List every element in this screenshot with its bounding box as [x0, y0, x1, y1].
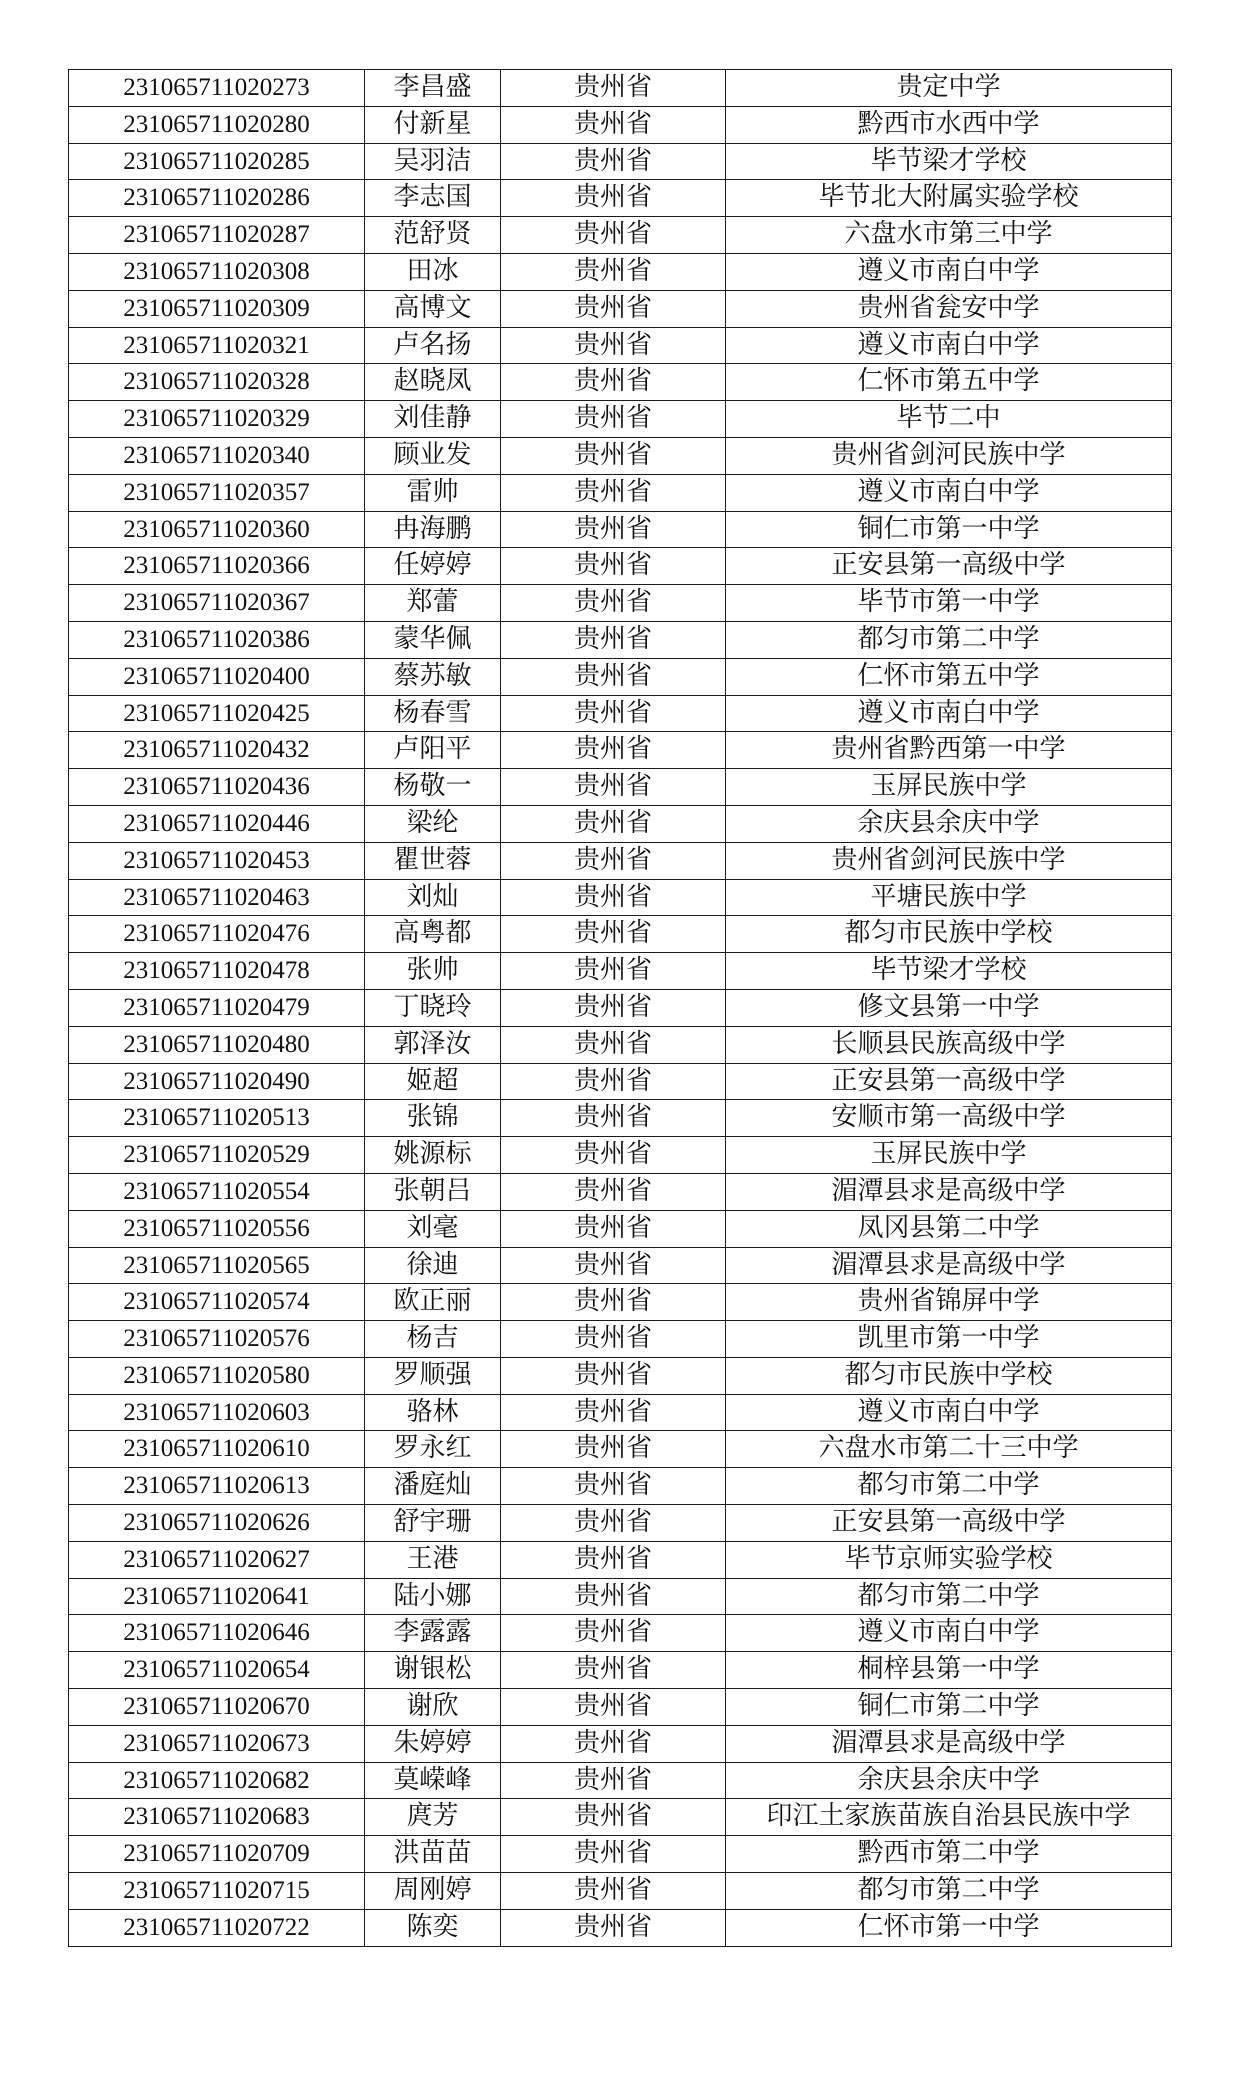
- table-row: [69, 1357, 1172, 1394]
- cell-school: 毕节京师实验学校: [726, 1541, 1172, 1578]
- cell-student-id: 231065711020280: [69, 106, 365, 143]
- cell-student-name: 张帅: [365, 953, 501, 990]
- cell-school: 安顺市第一高级中学: [726, 1100, 1172, 1137]
- cell-student-name: 冉海鹏: [365, 511, 501, 548]
- cell-student-id: 231065711020490: [69, 1063, 365, 1100]
- cell-student-name: 洪苗苗: [365, 1836, 501, 1873]
- cell-school: 余庆县余庆中学: [726, 805, 1172, 842]
- cell-student-name: 杨吉: [365, 1321, 501, 1358]
- cell-school: 遵义市南白中学: [726, 1394, 1172, 1431]
- cell-student-id: 231065711020432: [69, 732, 365, 769]
- cell-student-id: 231065711020556: [69, 1210, 365, 1247]
- cell-province: 贵州省: [501, 1137, 726, 1174]
- cell-school: 都匀市第二中学: [726, 621, 1172, 658]
- cell-student-name: 瞿世蓉: [365, 842, 501, 879]
- cell-province: 贵州省: [501, 1431, 726, 1468]
- cell-student-id: 231065711020565: [69, 1247, 365, 1284]
- table-row: [69, 585, 1172, 622]
- cell-school: 修文县第一中学: [726, 989, 1172, 1026]
- table-row: [69, 842, 1172, 879]
- cell-school: 遵义市南白中学: [726, 1615, 1172, 1652]
- cell-student-name: 庹芳: [365, 1799, 501, 1836]
- cell-student-id: 231065711020554: [69, 1173, 365, 1210]
- cell-province: 贵州省: [501, 1321, 726, 1358]
- cell-student-id: 231065711020709: [69, 1836, 365, 1873]
- table-row: [69, 1394, 1172, 1431]
- cell-student-name: 刘毫: [365, 1210, 501, 1247]
- cell-student-id: 231065711020613: [69, 1468, 365, 1505]
- cell-province: 贵州省: [501, 1063, 726, 1100]
- table-row: [69, 327, 1172, 364]
- cell-student-name: 潘庭灿: [365, 1468, 501, 1505]
- cell-school: 桐梓县第一中学: [726, 1652, 1172, 1689]
- cell-school: 湄潭县求是高级中学: [726, 1173, 1172, 1210]
- cell-school: 黔西市第二中学: [726, 1836, 1172, 1873]
- table-row: [69, 1321, 1172, 1358]
- table-row: [69, 953, 1172, 990]
- table-row: [69, 989, 1172, 1026]
- cell-school: 六盘水市第二十三中学: [726, 1431, 1172, 1468]
- cell-province: 贵州省: [501, 1762, 726, 1799]
- cell-student-id: 231065711020463: [69, 879, 365, 916]
- cell-student-name: 杨敬一: [365, 769, 501, 806]
- cell-school: 仁怀市第五中学: [726, 658, 1172, 695]
- cell-province: 贵州省: [501, 1873, 726, 1910]
- cell-school: 印江土家族苗族自治县民族中学: [726, 1799, 1172, 1836]
- cell-school: 贵州省瓮安中学: [726, 290, 1172, 327]
- table-row: [69, 1836, 1172, 1873]
- cell-province: 贵州省: [501, 879, 726, 916]
- cell-student-name: 莫嵘峰: [365, 1762, 501, 1799]
- cell-school: 贵州省剑河民族中学: [726, 842, 1172, 879]
- cell-province: 贵州省: [501, 1799, 726, 1836]
- cell-province: 贵州省: [501, 106, 726, 143]
- cell-student-name: 罗永红: [365, 1431, 501, 1468]
- cell-school: 黔西市水西中学: [726, 106, 1172, 143]
- table-row: [69, 364, 1172, 401]
- cell-student-id: 231065711020367: [69, 585, 365, 622]
- cell-province: 贵州省: [501, 842, 726, 879]
- cell-school: 都匀市第二中学: [726, 1578, 1172, 1615]
- cell-province: 贵州省: [501, 1210, 726, 1247]
- cell-student-id: 231065711020286: [69, 180, 365, 217]
- table-row: [69, 70, 1172, 107]
- cell-student-id: 231065711020722: [69, 1909, 365, 1946]
- cell-student-name: 蒙华佩: [365, 621, 501, 658]
- table-body: [69, 70, 1172, 1947]
- table-row: [69, 1689, 1172, 1726]
- cell-school: 贵州省锦屏中学: [726, 1284, 1172, 1321]
- table-row: [69, 1873, 1172, 1910]
- cell-student-name: 欧正丽: [365, 1284, 501, 1321]
- cell-student-name: 卢阳平: [365, 732, 501, 769]
- table-row: [69, 1468, 1172, 1505]
- cell-school: 正安县第一高级中学: [726, 1063, 1172, 1100]
- cell-student-id: 231065711020287: [69, 217, 365, 254]
- cell-province: 贵州省: [501, 1909, 726, 1946]
- cell-student-id: 231065711020670: [69, 1689, 365, 1726]
- table-row: [69, 180, 1172, 217]
- cell-school: 正安县第一高级中学: [726, 548, 1172, 585]
- cell-student-name: 徐迪: [365, 1247, 501, 1284]
- cell-school: 仁怀市第五中学: [726, 364, 1172, 401]
- cell-school: 湄潭县求是高级中学: [726, 1247, 1172, 1284]
- cell-school: 都匀市民族中学校: [726, 916, 1172, 953]
- cell-student-id: 231065711020329: [69, 401, 365, 438]
- cell-school: 铜仁市第一中学: [726, 511, 1172, 548]
- cell-province: 贵州省: [501, 401, 726, 438]
- cell-province: 贵州省: [501, 253, 726, 290]
- student-list-table: [68, 69, 1172, 1947]
- cell-student-id: 231065711020360: [69, 511, 365, 548]
- cell-province: 贵州省: [501, 585, 726, 622]
- cell-student-id: 231065711020366: [69, 548, 365, 585]
- cell-school: 贵州省黔西第一中学: [726, 732, 1172, 769]
- cell-student-name: 李志国: [365, 180, 501, 217]
- cell-student-name: 刘灿: [365, 879, 501, 916]
- cell-student-id: 231065711020400: [69, 658, 365, 695]
- cell-student-name: 刘佳静: [365, 401, 501, 438]
- cell-province: 贵州省: [501, 805, 726, 842]
- cell-student-id: 231065711020478: [69, 953, 365, 990]
- cell-student-name: 谢银松: [365, 1652, 501, 1689]
- cell-province: 贵州省: [501, 217, 726, 254]
- table-row: [69, 769, 1172, 806]
- cell-province: 贵州省: [501, 1615, 726, 1652]
- cell-province: 贵州省: [501, 437, 726, 474]
- cell-student-name: 谢欣: [365, 1689, 501, 1726]
- cell-school: 贵州省剑河民族中学: [726, 437, 1172, 474]
- cell-school: 玉屏民族中学: [726, 1137, 1172, 1174]
- cell-school: 铜仁市第二中学: [726, 1689, 1172, 1726]
- cell-province: 贵州省: [501, 621, 726, 658]
- cell-province: 贵州省: [501, 511, 726, 548]
- table-row: [69, 621, 1172, 658]
- table-row: [69, 511, 1172, 548]
- cell-student-id: 231065711020529: [69, 1137, 365, 1174]
- cell-province: 贵州省: [501, 474, 726, 511]
- table-row: [69, 805, 1172, 842]
- cell-province: 贵州省: [501, 143, 726, 180]
- cell-student-name: 李露露: [365, 1615, 501, 1652]
- cell-school: 都匀市民族中学校: [726, 1357, 1172, 1394]
- cell-province: 贵州省: [501, 1541, 726, 1578]
- cell-province: 贵州省: [501, 658, 726, 695]
- cell-student-id: 231065711020309: [69, 290, 365, 327]
- cell-province: 贵州省: [501, 1100, 726, 1137]
- cell-school: 都匀市第二中学: [726, 1873, 1172, 1910]
- cell-student-name: 郑蕾: [365, 585, 501, 622]
- cell-province: 贵州省: [501, 1836, 726, 1873]
- table-row: [69, 1026, 1172, 1063]
- table-row: [69, 1578, 1172, 1615]
- cell-student-id: 231065711020603: [69, 1394, 365, 1431]
- cell-student-name: 杨春雪: [365, 695, 501, 732]
- cell-student-name: 张朝吕: [365, 1173, 501, 1210]
- cell-student-id: 231065711020308: [69, 253, 365, 290]
- cell-school: 贵定中学: [726, 70, 1172, 107]
- cell-student-id: 231065711020626: [69, 1505, 365, 1542]
- cell-province: 贵州省: [501, 732, 726, 769]
- cell-student-name: 李昌盛: [365, 70, 501, 107]
- cell-student-name: 骆林: [365, 1394, 501, 1431]
- cell-student-name: 罗顺强: [365, 1357, 501, 1394]
- cell-student-name: 丁晓玲: [365, 989, 501, 1026]
- cell-province: 贵州省: [501, 180, 726, 217]
- cell-student-name: 姬超: [365, 1063, 501, 1100]
- cell-school: 湄潭县求是高级中学: [726, 1725, 1172, 1762]
- cell-student-name: 朱婷婷: [365, 1725, 501, 1762]
- cell-student-id: 231065711020646: [69, 1615, 365, 1652]
- table-row: [69, 217, 1172, 254]
- cell-student-name: 姚源标: [365, 1137, 501, 1174]
- cell-student-name: 高粤都: [365, 916, 501, 953]
- cell-student-name: 顾业发: [365, 437, 501, 474]
- table-row: [69, 732, 1172, 769]
- cell-student-id: 231065711020453: [69, 842, 365, 879]
- cell-student-name: 舒宇珊: [365, 1505, 501, 1542]
- cell-student-id: 231065711020436: [69, 769, 365, 806]
- cell-student-id: 231065711020480: [69, 1026, 365, 1063]
- cell-province: 贵州省: [501, 1689, 726, 1726]
- cell-province: 贵州省: [501, 953, 726, 990]
- cell-province: 贵州省: [501, 548, 726, 585]
- cell-province: 贵州省: [501, 1284, 726, 1321]
- table-row: [69, 253, 1172, 290]
- table-row: [69, 1137, 1172, 1174]
- cell-student-name: 蔡苏敏: [365, 658, 501, 695]
- cell-student-id: 231065711020627: [69, 1541, 365, 1578]
- table-row: [69, 1284, 1172, 1321]
- cell-student-name: 范舒贤: [365, 217, 501, 254]
- cell-student-id: 231065711020715: [69, 1873, 365, 1910]
- cell-school: 凯里市第一中学: [726, 1321, 1172, 1358]
- cell-province: 贵州省: [501, 1468, 726, 1505]
- cell-school: 毕节梁才学校: [726, 143, 1172, 180]
- cell-school: 玉屏民族中学: [726, 769, 1172, 806]
- cell-student-id: 231065711020476: [69, 916, 365, 953]
- cell-student-name: 王港: [365, 1541, 501, 1578]
- table-row: [69, 474, 1172, 511]
- cell-school: 毕节市第一中学: [726, 585, 1172, 622]
- cell-school: 凤冈县第二中学: [726, 1210, 1172, 1247]
- table-row: [69, 1909, 1172, 1946]
- cell-school: 都匀市第二中学: [726, 1468, 1172, 1505]
- cell-student-id: 231065711020386: [69, 621, 365, 658]
- table-row: [69, 1173, 1172, 1210]
- cell-student-id: 231065711020425: [69, 695, 365, 732]
- table-row: [69, 548, 1172, 585]
- table-row: [69, 290, 1172, 327]
- table-row: [69, 1247, 1172, 1284]
- cell-student-name: 雷帅: [365, 474, 501, 511]
- cell-student-id: 231065711020682: [69, 1762, 365, 1799]
- cell-province: 贵州省: [501, 290, 726, 327]
- table-row: [69, 695, 1172, 732]
- cell-province: 贵州省: [501, 916, 726, 953]
- table-row: [69, 1725, 1172, 1762]
- table-row: [69, 1210, 1172, 1247]
- cell-province: 贵州省: [501, 70, 726, 107]
- cell-province: 贵州省: [501, 1026, 726, 1063]
- table-row: [69, 879, 1172, 916]
- cell-student-id: 231065711020654: [69, 1652, 365, 1689]
- cell-student-id: 231065711020576: [69, 1321, 365, 1358]
- cell-province: 贵州省: [501, 1505, 726, 1542]
- table-row: [69, 1431, 1172, 1468]
- cell-student-id: 231065711020683: [69, 1799, 365, 1836]
- cell-province: 贵州省: [501, 364, 726, 401]
- cell-school: 长顺县民族高级中学: [726, 1026, 1172, 1063]
- cell-student-name: 卢名扬: [365, 327, 501, 364]
- cell-student-id: 231065711020479: [69, 989, 365, 1026]
- table-row: [69, 106, 1172, 143]
- cell-province: 贵州省: [501, 1357, 726, 1394]
- cell-student-id: 231065711020328: [69, 364, 365, 401]
- table-row: [69, 1762, 1172, 1799]
- cell-student-name: 付新星: [365, 106, 501, 143]
- table-row: [69, 143, 1172, 180]
- cell-student-id: 231065711020446: [69, 805, 365, 842]
- cell-province: 贵州省: [501, 1247, 726, 1284]
- cell-school: 遵义市南白中学: [726, 253, 1172, 290]
- table-row: [69, 401, 1172, 438]
- cell-student-id: 231065711020321: [69, 327, 365, 364]
- cell-province: 贵州省: [501, 769, 726, 806]
- cell-school: 余庆县余庆中学: [726, 1762, 1172, 1799]
- cell-school: 遵义市南白中学: [726, 474, 1172, 511]
- cell-student-id: 231065711020513: [69, 1100, 365, 1137]
- cell-province: 贵州省: [501, 1173, 726, 1210]
- cell-student-name: 梁纶: [365, 805, 501, 842]
- cell-school: 毕节北大附属实验学校: [726, 180, 1172, 217]
- cell-school: 毕节梁才学校: [726, 953, 1172, 990]
- table-row: [69, 1505, 1172, 1542]
- table-row: [69, 437, 1172, 474]
- cell-school: 六盘水市第三中学: [726, 217, 1172, 254]
- cell-student-name: 陈奕: [365, 1909, 501, 1946]
- cell-student-name: 田冰: [365, 253, 501, 290]
- cell-student-name: 吴羽洁: [365, 143, 501, 180]
- cell-province: 贵州省: [501, 1725, 726, 1762]
- cell-province: 贵州省: [501, 989, 726, 1026]
- cell-student-name: 赵晓凤: [365, 364, 501, 401]
- cell-student-id: 231065711020580: [69, 1357, 365, 1394]
- cell-province: 贵州省: [501, 1394, 726, 1431]
- cell-student-id: 231065711020610: [69, 1431, 365, 1468]
- cell-province: 贵州省: [501, 1652, 726, 1689]
- cell-province: 贵州省: [501, 695, 726, 732]
- cell-student-name: 周刚婷: [365, 1873, 501, 1910]
- cell-province: 贵州省: [501, 1578, 726, 1615]
- cell-school: 平塘民族中学: [726, 879, 1172, 916]
- cell-student-id: 231065711020641: [69, 1578, 365, 1615]
- table-row: [69, 1100, 1172, 1137]
- cell-school: 正安县第一高级中学: [726, 1505, 1172, 1542]
- cell-student-name: 郭泽汝: [365, 1026, 501, 1063]
- cell-student-id: 231065711020285: [69, 143, 365, 180]
- table-row: [69, 1615, 1172, 1652]
- cell-student-id: 231065711020574: [69, 1284, 365, 1321]
- cell-school: 遵义市南白中学: [726, 327, 1172, 364]
- cell-student-id: 231065711020357: [69, 474, 365, 511]
- cell-student-name: 高博文: [365, 290, 501, 327]
- cell-student-id: 231065711020340: [69, 437, 365, 474]
- cell-school: 遵义市南白中学: [726, 695, 1172, 732]
- table-row: [69, 658, 1172, 695]
- cell-student-id: 231065711020673: [69, 1725, 365, 1762]
- table-row: [69, 1541, 1172, 1578]
- cell-student-name: 任婷婷: [365, 548, 501, 585]
- cell-student-id: 231065711020273: [69, 70, 365, 107]
- cell-student-name: 陆小娜: [365, 1578, 501, 1615]
- cell-province: 贵州省: [501, 327, 726, 364]
- table-row: [69, 916, 1172, 953]
- table-row: [69, 1063, 1172, 1100]
- cell-school: 毕节二中: [726, 401, 1172, 438]
- table-row: [69, 1652, 1172, 1689]
- cell-school: 仁怀市第一中学: [726, 1909, 1172, 1946]
- table-row: [69, 1799, 1172, 1836]
- cell-student-name: 张锦: [365, 1100, 501, 1137]
